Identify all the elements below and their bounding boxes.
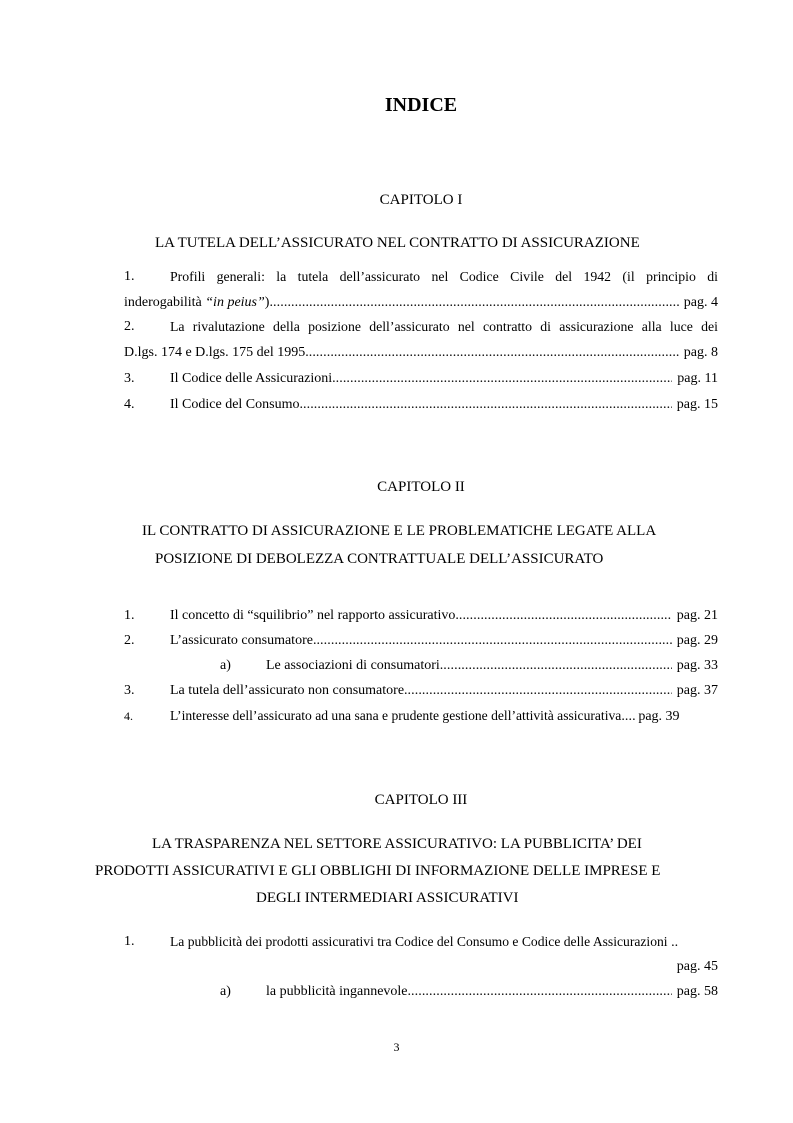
chapter-3-heading: CAPITOLO III: [374, 792, 468, 808]
dot-leader: [621, 708, 635, 726]
dot-leader: [459, 607, 672, 625]
dot-leader: [316, 632, 671, 650]
chapter-1-subtitle: LA TUTELA DELL’ASSICURATO NEL CONTRATTO DI ASSICURAZIONE: [155, 235, 640, 251]
entry-number: 1.: [124, 269, 135, 284]
entry-text-line1: La rivalutazione della posizione dell’assicurato nel contratto di assicurazione alla luce dei: [170, 319, 718, 334]
entry-text: Il concetto di “squilibrio” nel rapporto assicurativo.: [170, 608, 459, 623]
entry-text: L’interesse dell’assicurato ad una sana e prudente gestione dell’attività assicurativa: [170, 708, 622, 723]
entry-text: Il Codice delle Assicurazioni.: [170, 371, 336, 386]
chapter-1-heading: CAPITOLO I: [379, 192, 463, 208]
entry-page: pag. 21: [676, 608, 718, 623]
entry-number: 2.: [124, 633, 135, 648]
dot-leader: [269, 294, 678, 312]
chapter-2-heading: CAPITOLO II: [377, 479, 465, 495]
entry-page: pag. 11: [677, 371, 718, 386]
dot-leader: [443, 657, 671, 675]
subentry-letter: a): [220, 984, 231, 999]
entry-text-italic: “in peius”: [205, 295, 265, 310]
dot-leader: [309, 344, 679, 362]
chapter-3-subtitle-line2: PRODOTTI ASSICURATIVI E GLI OBBLIGHI DI INFORMAZIONE DELLE IMPRESE E: [95, 863, 661, 879]
entry-text: Il Codice del Consumo.: [170, 397, 303, 412]
entry-number: 1.: [124, 608, 135, 623]
chapter-2-subtitle-line1: IL CONTRATTO DI ASSICURAZIONE E LE PROBLEMATICHE LEGATE ALLA: [142, 523, 657, 539]
entry-page: pag. 4: [683, 295, 718, 310]
subentry-letter: a): [220, 658, 231, 673]
entry-text: ): [264, 295, 270, 310]
entry-page: pag. 58: [676, 984, 718, 999]
dot-leader: [303, 396, 672, 414]
toc-entry-continuation[interactable]: [124, 958, 718, 976]
entry-number: 3.: [124, 371, 135, 386]
chapter-3-subtitle-line1: LA TRASPARENZA NEL SETTORE ASSICURATIVO: LA PUBBLICITA’ DEI: [152, 836, 642, 852]
page-number: 3: [393, 1040, 400, 1054]
entry-text: la pubblicità ingannevole.: [266, 984, 412, 999]
entry-page: pag. 45: [676, 959, 718, 974]
entry-text: La tutela dell’assicurato non consumatore.: [170, 683, 408, 698]
entry-text: inderogabilità: [124, 295, 206, 310]
entry-number: 4.: [124, 397, 135, 412]
entry-page: pag. 8: [683, 345, 718, 360]
chapter-3-subtitle-line3: DEGLI INTERMEDIARI ASSICURATIVI: [256, 890, 519, 906]
dot-leader: [336, 370, 673, 388]
entry-text-line2: D.lgs. 174 e D.lgs. 175 del 1995.: [124, 345, 309, 360]
entry-number: 1.: [124, 934, 135, 949]
entry-page: pag. 37: [676, 683, 718, 698]
toc-entry-continuation[interactable]: [124, 344, 718, 362]
entry-text: Le associazioni di consumatori.: [266, 658, 444, 673]
page-title: INDICE: [384, 94, 458, 116]
dot-leader: [411, 983, 672, 1001]
entry-text: L’assicurato consumatore.: [170, 633, 317, 648]
entry-page: pag. 39: [638, 709, 680, 724]
chapter-2-subtitle-line2: POSIZIONE DI DEBOLEZZA CONTRATTUALE DELL’ASSICURATO: [155, 551, 604, 567]
entry-text-line1: La pubblicità dei prodotti assicurativi tra Codice del Consumo e Codice delle Assicurazioni: [170, 934, 668, 949]
entry-page: pag. 29: [676, 633, 718, 648]
entry-page: pag. 15: [676, 397, 718, 412]
entry-number: 3.: [124, 683, 135, 698]
entry-number: 2.: [124, 319, 135, 334]
dot-leader: [408, 682, 672, 700]
entry-text-line2: [124, 294, 269, 312]
entry-number: 4.: [124, 709, 133, 723]
entry-text-line1: Profili generali: la tutela dell’assicurato nel Codice Civile del 1942 (il principio di: [170, 269, 718, 284]
entry-page: pag. 33: [676, 658, 718, 673]
dot-leader-short: ..: [667, 935, 679, 950]
toc-entry-continuation[interactable]: [124, 294, 718, 312]
